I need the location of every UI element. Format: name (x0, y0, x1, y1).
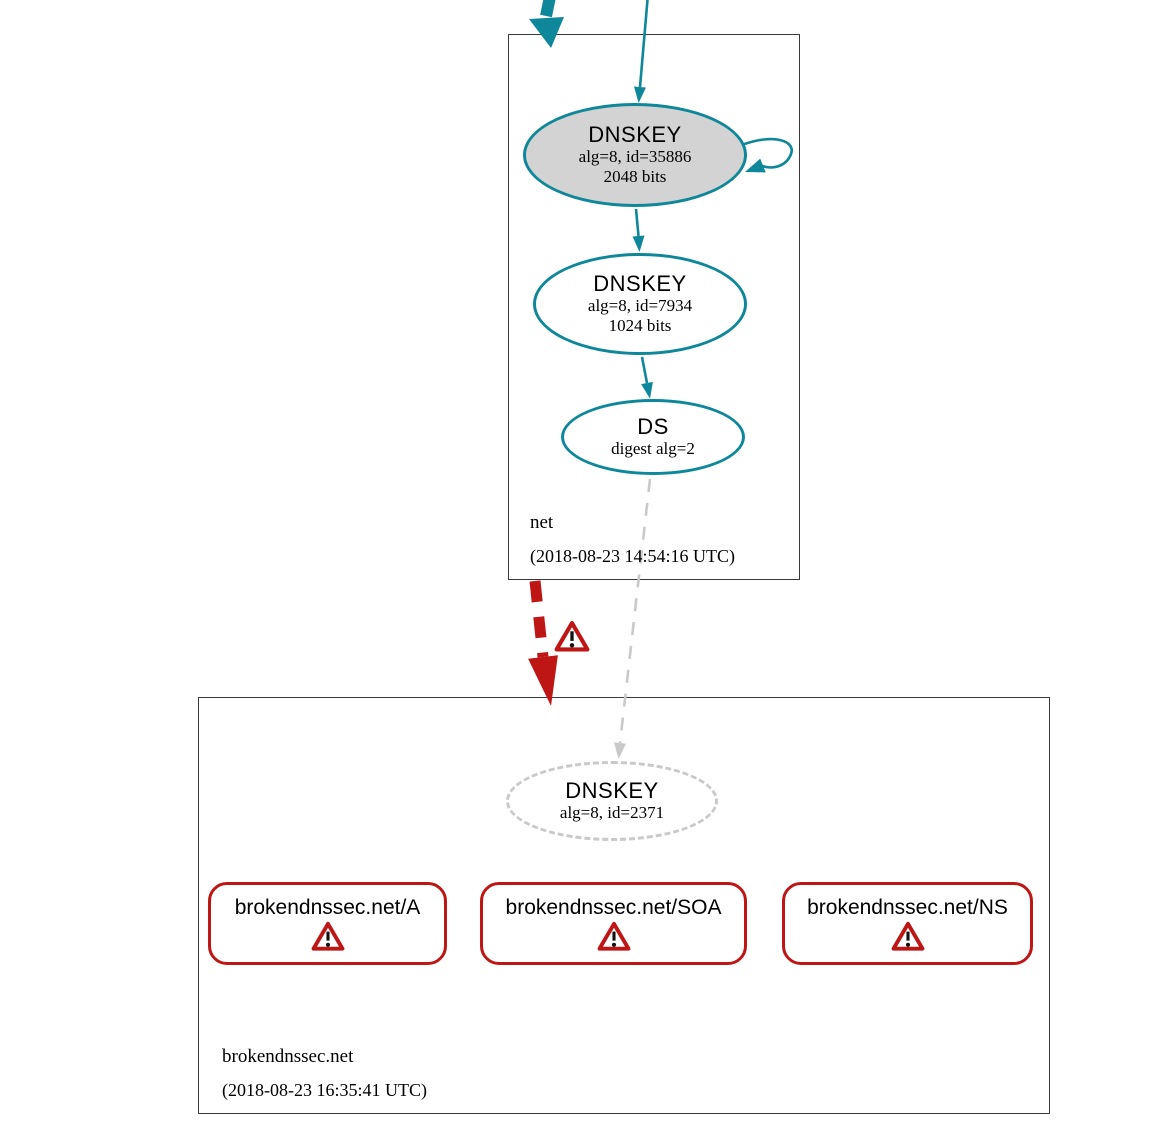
zone-name-brokendnssec-net: brokendnssec.net (222, 1046, 354, 1067)
node-detail-alg-id: alg=8, id=35886 (578, 147, 692, 166)
edge-zsk-to-ds (641, 357, 653, 399)
warning-icon (596, 921, 632, 952)
rrset-brokendnssec-net-soa[interactable] (480, 882, 747, 965)
edge-ksk-self-sign-loop (742, 139, 792, 172)
zone-name-net: net (530, 512, 554, 533)
node-ds[interactable] (561, 399, 745, 475)
node-detail-alg-id: alg=8, id=2371 (559, 803, 665, 822)
warning-icon (890, 921, 926, 952)
rrset-label: brokendnssec.net/NS (807, 895, 1008, 919)
edge-ds-to-child-dnskey-dashed (614, 479, 650, 759)
edge-parent-secure-delegation-arrow (529, 0, 564, 48)
rrset-label: brokendnssec.net/SOA (505, 895, 722, 919)
edge-parent-to-ksk (634, 0, 648, 103)
node-dnskey-2371[interactable] (506, 761, 718, 841)
warning-icon (554, 620, 590, 653)
zone-timestamp-brokendnssec-net: (2018-08-23 16:35:41 UTC) (222, 1080, 427, 1100)
node-title: DNSKEY (593, 271, 687, 296)
node-detail-bits: 1024 bits (608, 316, 672, 335)
node-detail-bits: 2048 bits (603, 167, 667, 186)
rrset-brokendnssec-net-a[interactable] (208, 882, 447, 965)
rrset-label: brokendnssec.net/A (234, 895, 421, 919)
node-detail-digest: digest alg=2 (611, 439, 695, 458)
node-title: DNSKEY (588, 122, 682, 147)
zone-timestamp-net: (2018-08-23 14:54:16 UTC) (530, 546, 735, 566)
node-title: DNSKEY (565, 778, 659, 803)
rrset-brokendnssec-net-ns[interactable] (782, 882, 1033, 965)
warning-icon (310, 921, 346, 952)
edge-ksk-to-zsk (633, 209, 645, 252)
node-dnskey-ksk-35886[interactable] (523, 103, 747, 207)
node-detail-alg-id: alg=8, id=7934 (587, 296, 693, 315)
node-title: DS (637, 414, 669, 439)
node-dnskey-zsk-7934[interactable] (533, 253, 747, 355)
